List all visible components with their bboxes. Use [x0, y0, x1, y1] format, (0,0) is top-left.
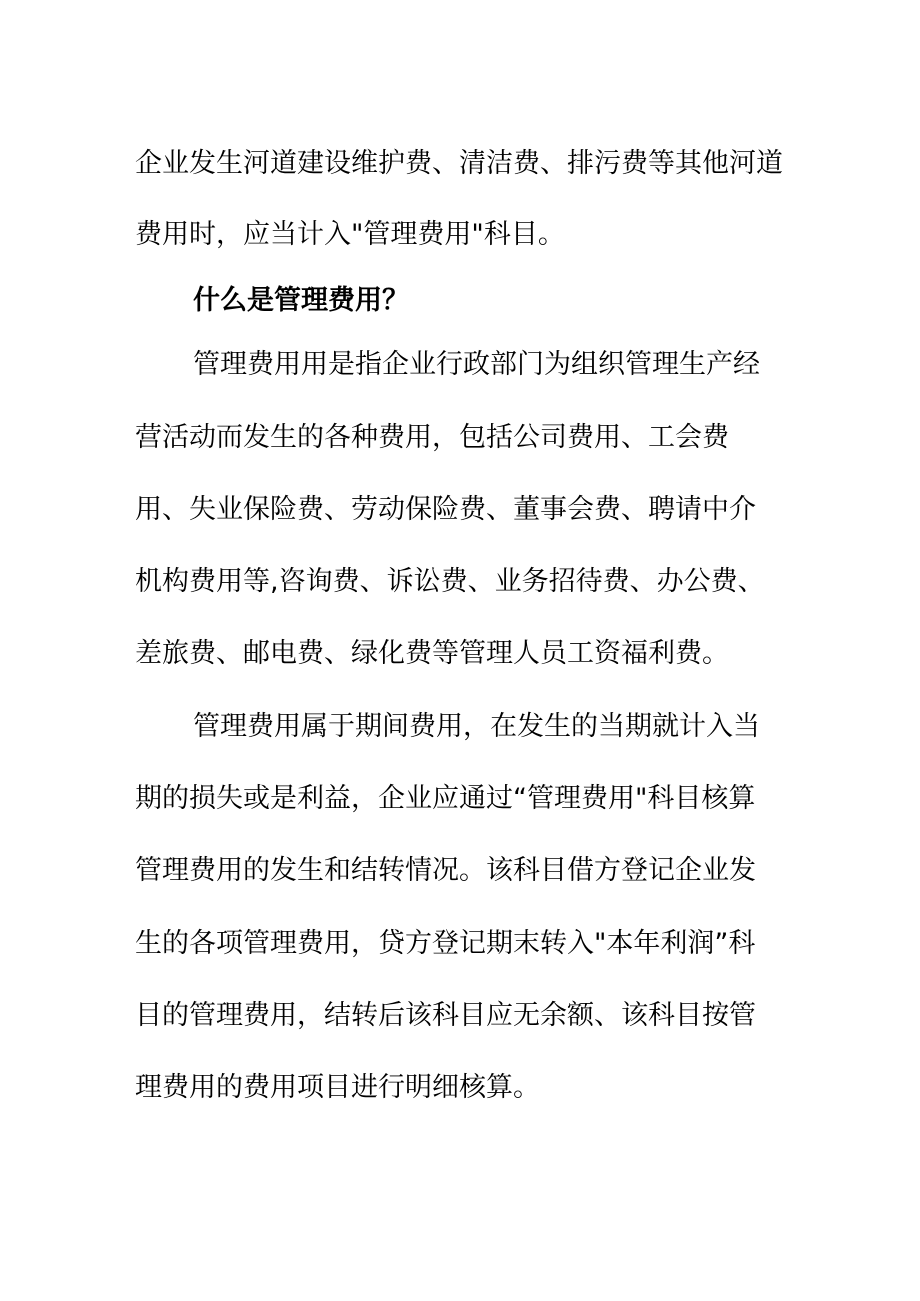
paragraph-3-line-4: 生的各项管理费用，贷方登记期末转入"本年利润”科	[135, 928, 756, 959]
paragraph-1-line-2: 费用时，应当计入"管理费用"科目。	[135, 219, 565, 250]
paragraph-3-line-2: 期的损失或是利益，企业应通过“管理费用"科目核算	[135, 783, 756, 814]
paragraph-3-line-5: 目的管理费用，结转后该科目应无余额、该科目按管	[135, 1000, 756, 1031]
paragraph-2-line-1: 管理费用用是指企业行政部门为组织管理生产经	[193, 349, 760, 380]
paragraph-3-line-3: 管理费用的发生和结转情况。该科目借方登记企业发	[135, 855, 756, 886]
paragraph-2-line-5: 差旅费、邮电费、绿化费等管理人员工资福利费。	[135, 638, 729, 669]
paragraph-2-line-2: 营活动而发生的各种费用，包括公司费用、工会费	[135, 422, 729, 453]
paragraph-3-line-1: 管理费用属于期间费用，在发生的当期就计入当	[193, 711, 760, 742]
paragraph-1-line-1: 企业发生河道建设维护费、清洁费、排污费等其他河道	[135, 148, 783, 179]
section-heading: 什么是管理费用？	[193, 285, 409, 316]
paragraph-2-line-3: 用、失业保险费、劳动保险费、董事会费、聘请中介	[135, 494, 756, 525]
paragraph-3-line-6: 理费用的费用项目进行明细核算。	[135, 1072, 540, 1103]
paragraph-2-line-4: 机构费用等,咨询费、诉讼费、业务招待费、办公费、	[135, 566, 765, 597]
